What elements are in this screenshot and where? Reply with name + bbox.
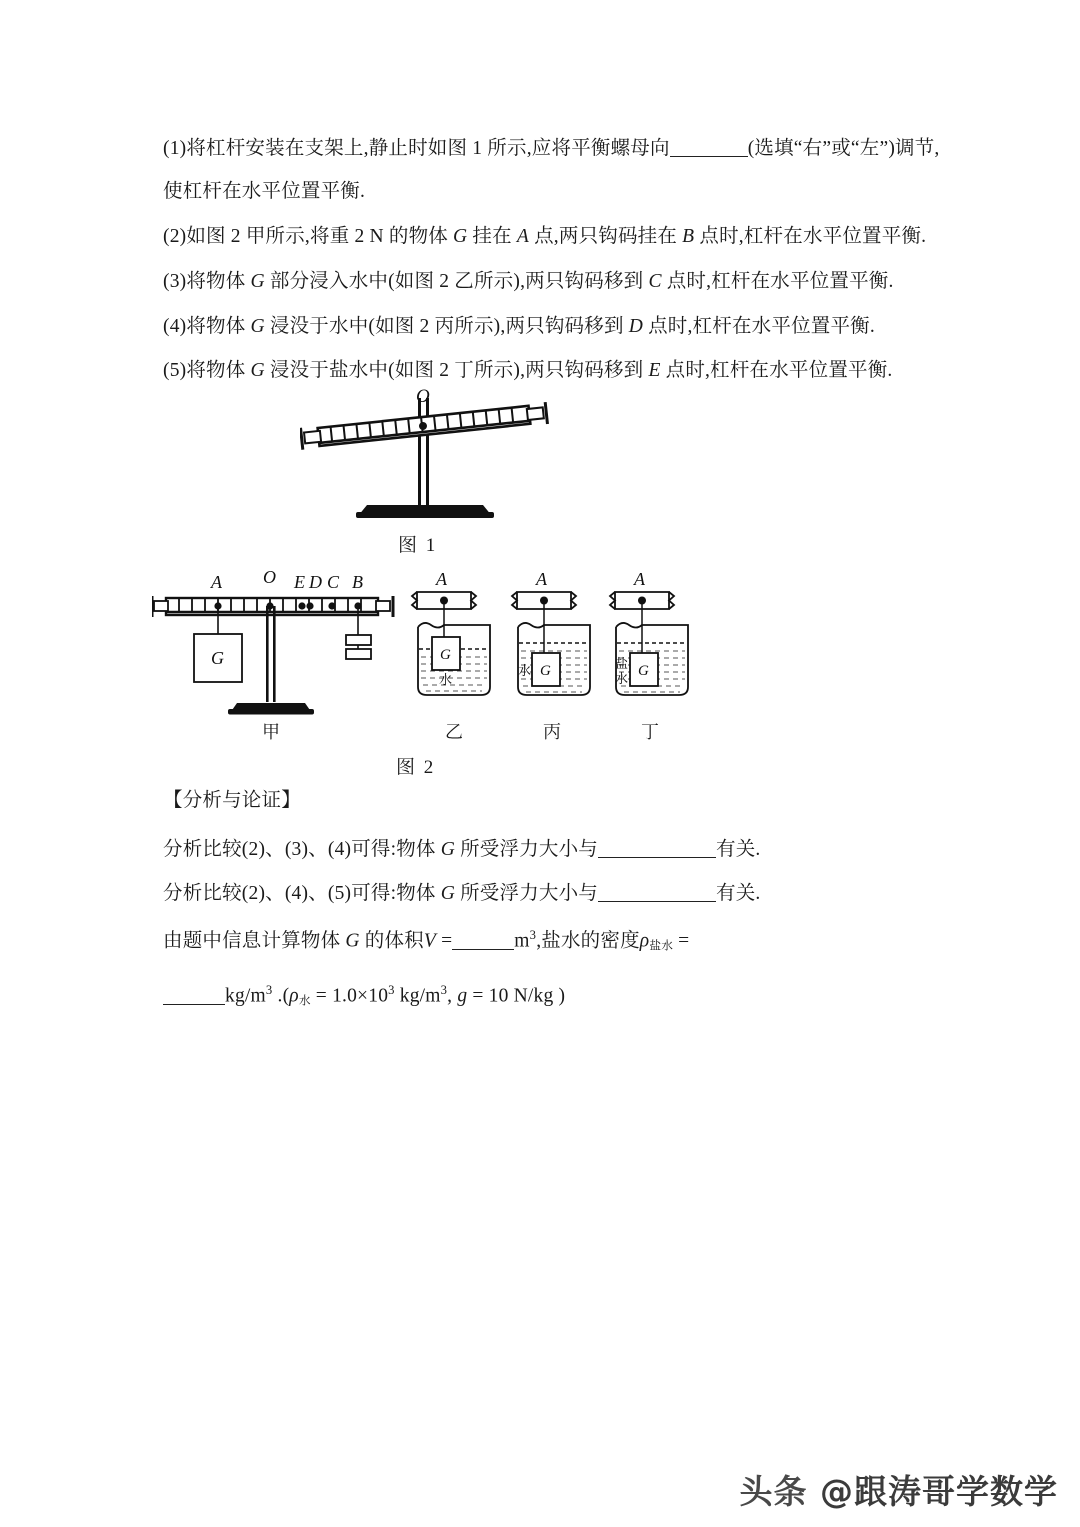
figure-2-caption: 图 2 [396,757,436,778]
analysis-l3-a: 由题中信息计算物体 [163,930,346,952]
question-1-line-2 [163,182,963,202]
analysis-l3-b: 的体积 [359,930,424,952]
figure-1-caption: 图 1 [398,535,438,556]
q5-text-a: (5)将物体 [163,360,251,381]
analysis-l1-a: 分析比较(2)、(3)、(4)可得:物体 [163,839,441,860]
analysis-l3-rho: ρ [639,930,650,952]
question-2 [163,227,963,247]
analysis-l2-c: 有关. [716,883,761,904]
liquid-label-bing: 水 [518,664,532,679]
analysis-l1-c: 有关. [716,839,761,860]
hanger-label-a-yi: A [436,569,447,589]
answer-blank-analysis-1[interactable] [598,857,716,858]
q2-text-d: 点时,杠杆在水平位置平衡. [694,226,927,247]
figure-2-sub-b [412,569,490,695]
analysis-l3-unit: m [514,930,530,952]
q2-text-b: 挂在 [467,226,517,247]
q2-text-c: 点,两只钩码挂在 [529,226,683,247]
q5-var-g: G [250,360,265,381]
figure-2-sub-c [512,569,590,695]
figure-2-sub-d [610,569,688,695]
q1-text-a: (1)将杠杆安装在支架上,静止时如图 1 所示,应将平衡螺母向 [163,138,670,159]
answer-blank-density[interactable] [163,1004,225,1005]
analysis-l4-sup: 3 [388,983,395,997]
figure-2-diagram [152,565,732,740]
q3-var-g: G [250,271,265,292]
analysis-l4-unit: kg/m [225,985,266,1007]
analysis-l3-eq: = [436,930,453,952]
figure-2-caption-bing: 丙 [543,722,563,742]
q4-var-g: G [250,316,265,337]
question-1-line-1 [163,139,963,159]
q2-var-g: G [453,226,468,247]
figure-2-sub-a [152,567,393,715]
analysis-l4-unit-sup: 3 [265,983,273,997]
q5-point-e: E [648,360,661,381]
analysis-l4-rho: ρ [289,985,299,1007]
figure-2-caption-jia: 甲 [262,722,282,742]
analysis-l4-a: .( [272,985,290,1007]
q3-text-a: (3)将物体 [163,271,251,292]
answer-blank-q1[interactable] [670,156,748,157]
analysis-l3-d: = [673,930,690,952]
liquid-label-ding-1: 盐 [615,657,629,672]
analysis-l4-sup2: 3 [440,983,448,997]
analysis-header: 【分析与论证】 [163,790,301,811]
q4-point-d: D [628,316,644,337]
q3-point-c: C [648,271,662,292]
analysis-l4-e: = 10 N/kg ) [467,985,566,1007]
block-g-label-bing: G [540,663,551,679]
analysis-l3-rho-sub: 盐水 [649,939,674,953]
watermark-handle: @跟涛哥学数学 [820,1472,1058,1511]
analysis-l1-var: G [440,839,456,860]
analysis-line-2 [163,884,963,904]
q2-point-b: B [682,226,695,247]
block-g-label-ding: G [638,663,649,679]
hanger-label-a-bing: A [536,569,547,589]
analysis-l4-c: kg/m [394,985,441,1007]
lever-label-c: C [327,572,340,592]
question-4 [163,317,963,337]
q5-text-c: 点时,杠杆在水平位置平衡. [660,360,893,381]
q1-line2-text: 使杠杆在水平位置平衡. [163,181,366,202]
q4-text-b: 浸没于水中(如图 2 丙所示),两只钩码移到 [264,316,629,337]
analysis-line-1 [163,840,963,860]
lever-label-b: B [352,572,363,592]
q1-text-b: (选填“右”或“左”)调节, [747,138,940,159]
analysis-l3-volume-symbol: V [423,930,436,952]
watermark-prefix: 头条 [739,1472,820,1511]
q2-point-a: A [516,226,530,247]
q5-text-b: 浸没于盐水中(如图 2 丁所示),两只钩码移到 [264,360,649,381]
analysis-line-3 [163,929,963,952]
analysis-l4-rho-sub: 水 [298,994,311,1008]
answer-blank-analysis-2[interactable] [598,901,716,902]
lever-label-o: O [263,567,276,587]
q3-text-c: 点时,杠杆在水平位置平衡. [661,271,894,292]
lever-label-d: D [309,572,322,592]
answer-blank-volume[interactable] [452,949,514,950]
analysis-line-4 [163,984,963,1007]
analysis-l4-g: g [457,985,468,1007]
analysis-l2-b: 所受浮力大小与 [455,883,598,904]
analysis-l4-b: = 1.0×10 [310,985,389,1007]
analysis-l4-d: , [447,985,458,1007]
question-3 [163,272,963,292]
analysis-l3-c: ,盐水的密度 [536,930,640,952]
figure-1-diagram [300,388,550,528]
analysis-l2-var: G [440,883,456,904]
analysis-l2-a: 分析比较(2)、(4)、(5)可得:物体 [163,883,441,904]
question-5 [163,361,963,381]
lever-label-e: E [294,572,305,592]
q3-text-b: 部分浸入水中(如图 2 乙所示),两只钩码移到 [264,271,649,292]
analysis-l1-b: 所受浮力大小与 [455,839,598,860]
watermark [740,1466,1059,1513]
liquid-label-yi: 水 [439,673,453,688]
liquid-label-ding-2: 水 [615,672,629,687]
q2-text-a: (2)如图 2 甲所示,将重 2 N 的物体 [163,226,454,247]
analysis-l3-unit-sup: 3 [529,928,537,942]
q4-text-c: 点时,杠杆在水平位置平衡. [643,316,875,337]
block-g-label-jia: G [211,648,224,668]
figure-2-caption-yi: 乙 [445,722,465,742]
figure-1-pivot-label: O [416,388,430,407]
lever-label-a: A [211,572,222,592]
figure-2-caption-ding: 丁 [641,722,661,742]
block-g-label-yi: G [440,647,451,663]
q4-text-a: (4)将物体 [163,316,251,337]
hanger-label-a-ding: A [634,569,645,589]
analysis-l3-var: G [345,930,360,952]
